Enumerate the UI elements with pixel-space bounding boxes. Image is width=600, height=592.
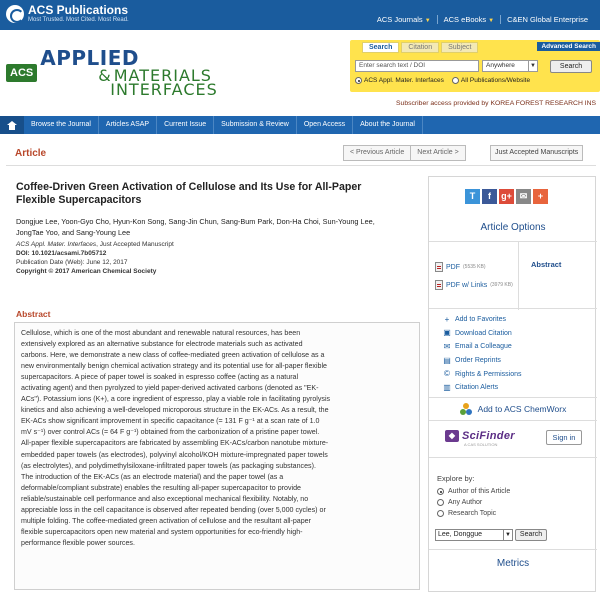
abstract-line: mV s⁻¹) over control ACs (= 64 F g⁻¹) obtained from the carbonization of a pristine paper towel. [21, 428, 320, 437]
explore-author-select[interactable]: Lee, Donggue ▼ [435, 529, 513, 541]
top-bar [0, 0, 600, 30]
home-button[interactable] [0, 116, 24, 134]
abstract-line: (as electrolytes), and polydimethylsiloxane-infiltrated paper towels (as packaging substances). [21, 461, 316, 470]
acs-journals-link[interactable]: ACS Journals ▼ [371, 15, 438, 24]
radio-this-journal[interactable]: ACS Appl. Mater. Interfaces [355, 77, 444, 84]
abstract-link[interactable]: Abstract [531, 260, 562, 269]
abstract-line: multiple folding. The coffee-mediated green activation of cellulose and the resultant all-paper [21, 516, 311, 525]
explore-radio-research-topic[interactable]: Research Topic [437, 508, 597, 519]
journal-title-line1: APPLIED [40, 46, 139, 70]
abstract-line: The introduction of the EK-ACs (as an electrode material) and the paper towel (as a [21, 472, 284, 481]
abstract-line: All-paper flexible supercapacitors are fabricated by assembling EK-ACs/carbon nanotube mixture- [21, 439, 329, 448]
abstract-line: Cellulose, which is one of the most abundant and renewable natural resources, has been [21, 329, 301, 337]
abstract-body [14, 322, 420, 590]
abstract-line: kinetics and also achieving a well-developed microporous structure in the EK-ACs. As a result, the [21, 406, 329, 415]
acs-badge: ACS [6, 64, 37, 82]
nav-submission-review[interactable]: Submission & Review [214, 116, 297, 134]
article-meta [16, 240, 174, 276]
explore-search-button[interactable]: Search [515, 529, 547, 541]
pdf-icon [435, 262, 443, 272]
explore-radio-any-author[interactable]: Any Author [437, 497, 597, 508]
acs-logo-icon [6, 5, 24, 23]
nav-browse-journal[interactable]: Browse the Journal [24, 116, 99, 134]
journal-title-line2: MATERIALS [113, 66, 212, 85]
metrics-title: Metrics [429, 549, 597, 569]
abstract-line: appreciable loss in the cell capacitance is observed after repeated bending (over 5,000 cycles) or [21, 505, 326, 514]
rights-permissions[interactable]: © Rights & Permissions [444, 369, 522, 379]
abstract-line: supercapacitors. A piece of paper towel is soaked in espresso coffee (acting as a natural [21, 373, 299, 382]
order-reprints[interactable]: ▤ Order Reprints [443, 355, 501, 365]
abstract-line: carbons. Here, we demonstrate a new class of coffee-mediated green activation of cellulose as a [21, 351, 325, 360]
alert-icon: ▥ [443, 382, 451, 392]
just-accepted-button[interactable]: Just Accepted Manuscripts [490, 145, 583, 161]
top-links [371, 15, 594, 24]
article-options-title: Article Options [480, 222, 546, 233]
abstract-line: new environmentally benign chemical activation strategy and its potential use for all-paper flexible [21, 362, 327, 371]
abstract-line: deformable/compliant substrate) enables the resulting all-paper supercapacitor to provide [21, 483, 301, 492]
tab-subject[interactable]: Subject [441, 42, 478, 53]
nav-open-access[interactable]: Open Access [297, 116, 353, 134]
plus-icon: + [444, 314, 450, 324]
scifinder-icon: ◆ [445, 430, 459, 442]
envelope-icon: ✉ [443, 341, 451, 351]
nav-about-journal[interactable]: About the Journal [353, 116, 423, 134]
search-scope-select[interactable]: Anywhere ▼ [482, 60, 538, 72]
publication-date: Publication Date (Web): June 12, 2017 [16, 259, 128, 266]
chemworx-icon [460, 403, 472, 415]
search-panel [350, 40, 600, 92]
search-input[interactable]: Enter search text / DOI [355, 60, 479, 72]
more-share-icon[interactable]: + [533, 189, 548, 204]
copyright: Copyright © 2017 American Chemical Society [16, 268, 157, 275]
twitter-icon[interactable]: T [465, 189, 480, 204]
download-icon: ▣ [443, 328, 451, 338]
google-plus-icon[interactable]: g+ [499, 189, 514, 204]
journal-title-line3: INTERFACES [110, 80, 218, 99]
explore-by-label: Explore by: [437, 474, 475, 483]
email-colleague[interactable]: ✉ Email a Colleague [443, 341, 512, 351]
subscriber-access-note: Subscriber access provided by KOREA FOREST RESEARCH INS [396, 100, 597, 107]
reprint-icon: ▤ [443, 355, 451, 365]
pdf-with-links-link[interactable]: PDF w/ Links (3979 KB) [435, 280, 513, 290]
abstract-line: activating agent) and then pyrolyzed to yield paper-derived activated carbons (denoted as "EK- [21, 384, 319, 393]
email-share-icon[interactable]: ✉ [516, 189, 531, 204]
site-title: ACS Publications [28, 3, 129, 17]
pdf-icon [435, 280, 443, 290]
acs-logo[interactable] [6, 4, 129, 24]
article-authors[interactable]: Dongjue Lee, Yoon-Gyo Cho, Hyun-Kon Song, Sang-Jin Chun, Sang-Bum Park, Don-Ha Choi, Sun-Young Lee, JongTae Yoo, and Sang-Young Lee [16, 217, 375, 237]
abstract-line: flexible supercapacitors open new material and system opportunities for eco-friendly high- [21, 527, 303, 536]
advanced-search-link[interactable]: Advanced Search [537, 42, 600, 51]
abstract-line: performance flexible power sources. [21, 538, 135, 547]
chevron-down-icon: ▼ [503, 530, 512, 540]
journal-title-amp: & [98, 66, 112, 85]
abstract-line: EK-ACs show significant improvement in specific capacitance (= 131 F g⁻¹ at a scan rate of 1.0 [21, 417, 320, 426]
radio-all-publications[interactable]: All Publications/Website [452, 77, 530, 84]
share-bar [465, 189, 548, 204]
scifinder-logo[interactable]: ◆ SciFinder [445, 430, 515, 442]
pdf-link[interactable]: PDF (5535 KB) [435, 262, 486, 272]
journal-name: ACS Appl. Mater. Interfaces [16, 241, 97, 248]
scifinder-subtitle: A CAS SOLUTION [464, 442, 498, 447]
main-nav [0, 116, 600, 134]
previous-article-button[interactable]: < Previous Article [344, 146, 411, 160]
abstract-line: extensively explored as an alternative substance for electrode materials such as activated [21, 340, 303, 349]
scifinder-signin-button[interactable]: Sign in [546, 430, 582, 445]
article-pager [343, 145, 466, 161]
chevron-down-icon: ▼ [528, 61, 537, 71]
citation-alerts[interactable]: ▥ Citation Alerts [443, 382, 499, 392]
abstract-heading: Abstract [16, 309, 51, 319]
acs-ebooks-link[interactable]: ACS eBooks ▼ [438, 15, 501, 24]
facebook-icon[interactable]: f [482, 189, 497, 204]
search-button[interactable]: Search [550, 60, 592, 73]
tab-citation[interactable]: Citation [401, 42, 439, 53]
home-icon [7, 121, 17, 130]
cen-link[interactable]: C&EN Global Enterprise [507, 15, 588, 24]
abstract-line: reliable/sustainable cell performance and also exceptional mechanical flexibility. Notably, no [21, 494, 309, 503]
site-tagline: Most Trusted. Most Cited. Most Read. [28, 17, 129, 23]
copyright-icon: © [444, 369, 450, 379]
nav-articles-asap[interactable]: Articles ASAP [99, 116, 157, 134]
article-options-row [429, 241, 597, 309]
add-to-favorites[interactable]: + Add to Favorites [444, 314, 506, 324]
chevron-down-icon: ▼ [424, 18, 431, 24]
next-article-button[interactable]: Next Article > [417, 149, 459, 156]
article-sidebar [428, 176, 596, 592]
manuscript-status: , Just Accepted Manuscript [96, 241, 174, 248]
nav-current-issue[interactable]: Current Issue [157, 116, 214, 134]
add-to-chemworx-button[interactable]: Add to ACS ChemWorx [429, 397, 597, 421]
tab-search[interactable]: Search [362, 42, 399, 53]
article-header-bar [6, 142, 596, 166]
explore-radio-author-of-article[interactable]: Author of this Article [437, 486, 597, 497]
chevron-down-icon: ▼ [488, 18, 495, 24]
article-type-label: Article [15, 148, 47, 159]
download-citation[interactable]: ▣ Download Citation [443, 328, 512, 338]
abstract-line: embedded paper towels (as electrodes), polyvinyl alcohol/KOH mixture-impregnated paper towels [21, 450, 328, 459]
abstract-line: ACs"). Potassium ions (K+), a core ingredient of espresso, play a viable role in facilitating pyrolysis [21, 395, 331, 404]
explore-by-section [429, 457, 597, 519]
article-doi[interactable]: DOI: 10.1021/acsami.7b05712 [16, 250, 107, 257]
article-actions [443, 313, 522, 395]
journal-masthead[interactable] [6, 48, 218, 98]
article-title: Coffee-Driven Green Activation of Cellulose and Its Use for All-Paper Flexible Supercapacitors [16, 181, 362, 206]
